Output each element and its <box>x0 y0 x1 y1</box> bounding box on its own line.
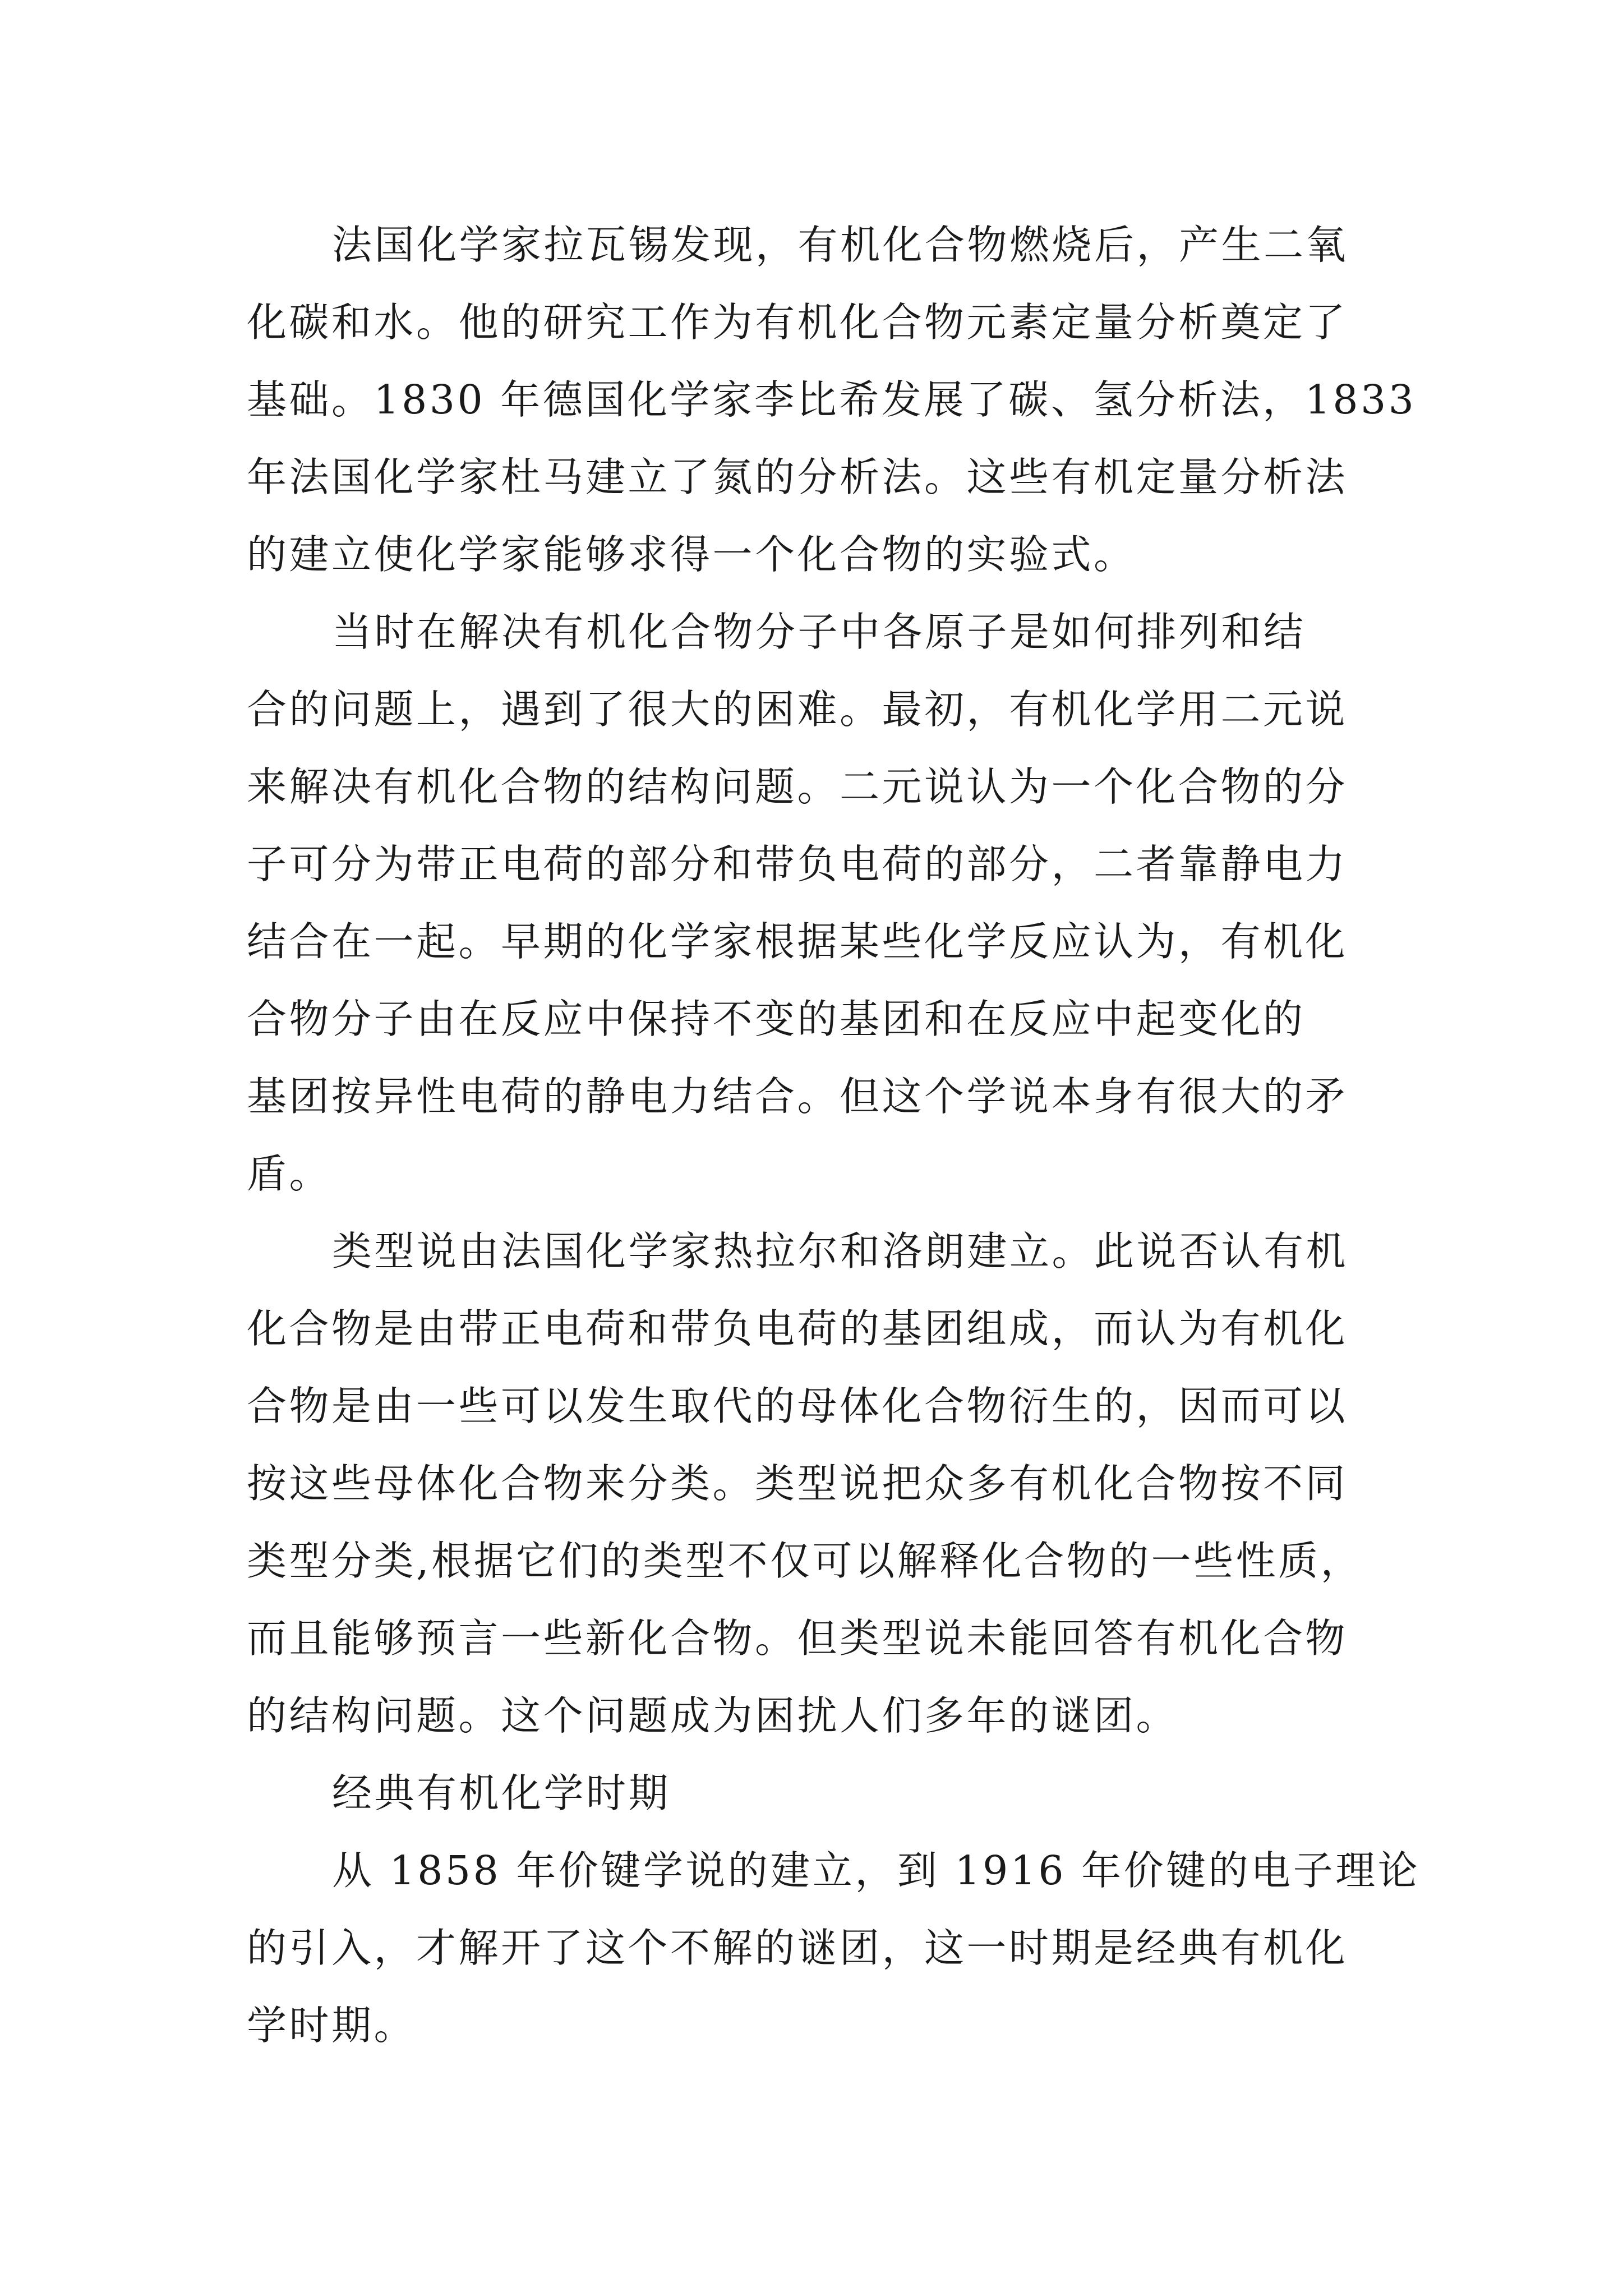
text-line: 合的问题上，遇到了很大的困难。最初，有机化学用二元说 <box>247 686 1348 733</box>
text-line: 类型分类,根据它们的类型不仅可以解释化合物的一些性质， <box>247 1538 1363 1584</box>
text-line: 而且能够预言一些新化合物。但类型说未能回答有机化合物 <box>247 1615 1348 1662</box>
text-line: 基团按异性电荷的静电力结合。但这个学说本身有很大的矛 <box>247 1073 1348 1120</box>
text-line: 盾。 <box>247 1151 332 1197</box>
text-line: 类型说由法国化学家热拉尔和洛朗建立。此说否认有机 <box>332 1228 1349 1274</box>
text-line: 合物分子由在反应中保持不变的基团和在反应中起变化的 <box>247 996 1306 1042</box>
text-line: 基础。1830 年德国化学家李比希发展了碳、氢分析法，1833 <box>247 376 1417 423</box>
paragraph-valence-theory <box>247 1832 1421 2064</box>
text-line: 学时期。 <box>247 2002 417 2049</box>
text-line: 结合在一起。早期的化学家根据某些化学反应认为，有机化 <box>247 918 1348 965</box>
text-line: 从 1858 年价键学说的建立，到 1916 年价键的电子理论 <box>332 1847 1421 1894</box>
paragraph-dualism <box>247 593 1391 1213</box>
section-heading: 经典有机化学时期 <box>332 1770 671 1816</box>
text-line: 化碳和水。他的研究工作为有机化合物元素定量分析奠定了 <box>247 299 1348 346</box>
text-line: 化合物是由带正电荷和带负电荷的基团组成，而认为有机化 <box>247 1305 1348 1352</box>
text-line: 子可分为带正电荷的部分和带负电荷的部分，二者靠静电力 <box>247 841 1348 887</box>
text-line: 的结构问题。这个问题成为困扰人们多年的谜团。 <box>247 1692 1179 1739</box>
text-line: 当时在解决有机化合物分子中各原子是如何排列和结 <box>332 609 1306 655</box>
body-text <box>247 206 1421 2064</box>
text-line: 法国化学家拉瓦锡发现，有机化合物燃烧后，产生二氧 <box>332 222 1349 268</box>
text-line: 的引入，才解开了这个不解的谜团，这一时期是经典有机化 <box>247 1925 1348 1971</box>
section-heading-classical-period <box>247 1755 1391 1832</box>
text-line: 合物是由一些可以发生取代的母体化合物衍生的，因而可以 <box>247 1383 1348 1429</box>
text-line: 按这些母体化合物来分类。类型说把众多有机化合物按不同 <box>247 1460 1348 1507</box>
text-line: 年法国化学家杜马建立了氮的分析法。这些有机定量分析法 <box>247 454 1348 500</box>
text-line: 来解决有机化合物的结构问题。二元说认为一个化合物的分 <box>247 763 1348 810</box>
text-line: 的建立使化学家能够求得一个化合物的实验式。 <box>247 531 1136 578</box>
paragraph-type-theory <box>247 1213 1391 1755</box>
paragraph-lavoisier <box>247 206 1417 593</box>
